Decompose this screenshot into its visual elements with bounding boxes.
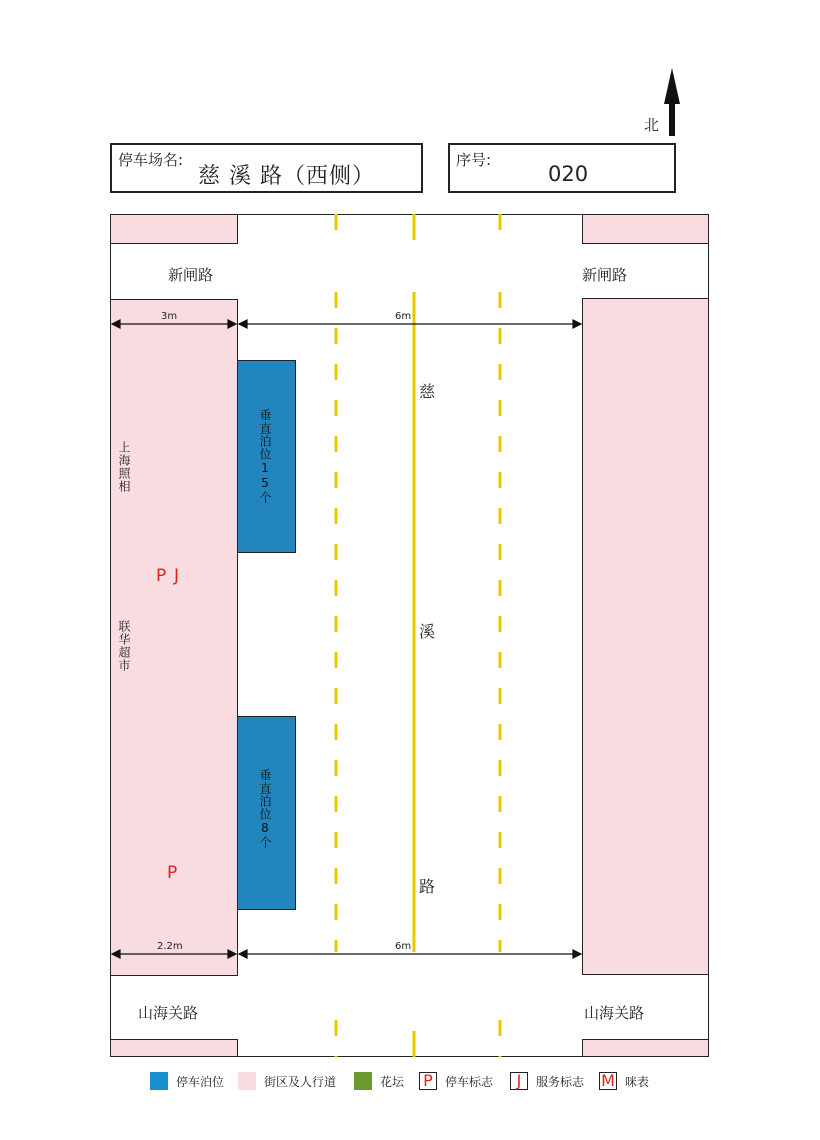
parking-name-value: 慈 溪 路（西侧） (198, 164, 375, 189)
dim-bottom-road: 6m (395, 941, 412, 952)
legend-j-icon: J (510, 1072, 528, 1090)
legend-m-icon: M (599, 1072, 617, 1090)
legend-parking-bay (150, 1072, 224, 1090)
dim-top-sidewalk: 3m (161, 311, 178, 322)
legend-label: 咪表 (625, 1074, 650, 1089)
legend-meter (599, 1072, 649, 1090)
main-road-char-1: 慈 (419, 382, 436, 401)
parking-sign-1: P (156, 566, 167, 586)
road-top-left: 新闸路 (168, 266, 214, 284)
parking-name-label: 停车场名: (118, 151, 184, 169)
legend-swatch-green (354, 1072, 372, 1090)
road-top-right: 新闸路 (582, 266, 628, 284)
service-sign: J (174, 566, 180, 586)
main-road-char-2: 溪 (419, 622, 436, 641)
north-label: 北 (644, 116, 660, 134)
legend-label: 服务标志 (536, 1074, 585, 1089)
legend-parking-sign (419, 1072, 493, 1090)
shop-label-1: 上海照相 (117, 441, 131, 493)
serial-value: 020 (548, 162, 589, 186)
legend-label: 停车标志 (445, 1074, 494, 1089)
parking-bay-2-label: 垂直泊位8个 (258, 769, 272, 849)
dim-top-road: 6m (395, 311, 412, 322)
legend-flowerbed (354, 1072, 404, 1090)
legend-label: 花坛 (380, 1074, 405, 1089)
serial-label: 序号: (456, 151, 492, 169)
main-road-char-3: 路 (419, 877, 436, 896)
parking-bay-1-label: 垂直泊位15个 (258, 409, 272, 504)
legend-label: 街区及人行道 (264, 1074, 337, 1089)
shop-label-2: 联华超市 (117, 620, 131, 672)
parking-bay-1 (237, 360, 296, 553)
legend-sidewalk (238, 1072, 336, 1090)
road-bottom-right: 山海关路 (584, 1004, 645, 1022)
legend-p-icon: P (419, 1072, 437, 1090)
parking-bay-2 (237, 716, 296, 910)
parking-sign-2: P (167, 863, 178, 883)
legend-label: 停车泊位 (176, 1074, 225, 1089)
legend-swatch-blue (150, 1072, 168, 1090)
dim-bottom-sidewalk: 2.2m (157, 941, 183, 952)
road-bottom-left: 山海关路 (138, 1004, 199, 1022)
legend-service-sign (510, 1072, 584, 1090)
legend-swatch-pink (238, 1072, 256, 1090)
